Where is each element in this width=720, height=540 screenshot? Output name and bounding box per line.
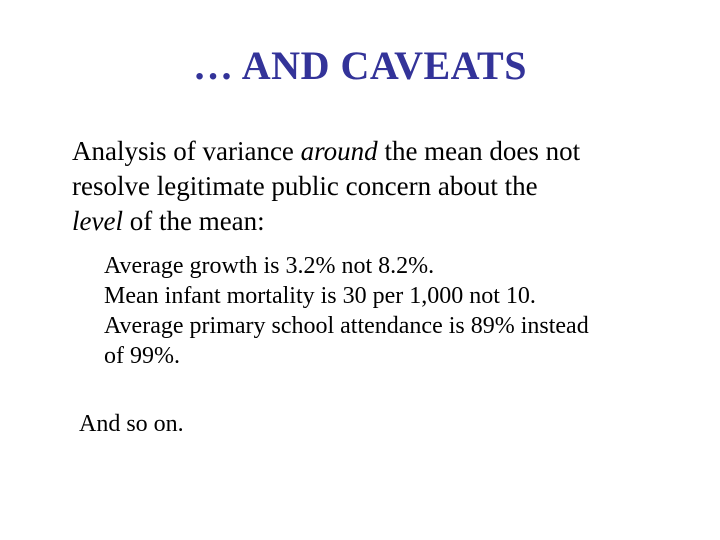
main-line-2: resolve legitimate public concern about the bbox=[72, 171, 538, 201]
sub-point-growth: Average growth is 3.2% not 8.2%. bbox=[104, 253, 435, 279]
slide-title: … AND CAVEATS bbox=[193, 43, 527, 88]
sub-point-infant-mortality: Mean infant mortality is 30 per 1,000 not 10. bbox=[104, 283, 536, 309]
main-line-1 bbox=[72, 134, 692, 169]
main-line-3-end: of the mean: bbox=[122, 206, 265, 236]
main-line-3 bbox=[72, 204, 692, 239]
sub-point-school-attendance-cont: of 99%. bbox=[104, 343, 180, 369]
emphasis-level: level bbox=[72, 206, 123, 236]
main-line-1-end: the mean does not bbox=[377, 136, 581, 166]
sub-point-school-attendance: Average primary school attendance is 89% instead bbox=[104, 313, 589, 339]
closing-line: And so on. bbox=[79, 411, 184, 437]
main-paragraph bbox=[72, 134, 692, 239]
main-line-1-start: Analysis of variance bbox=[72, 136, 301, 166]
emphasis-around: around bbox=[300, 136, 378, 166]
sub-points bbox=[104, 251, 694, 371]
